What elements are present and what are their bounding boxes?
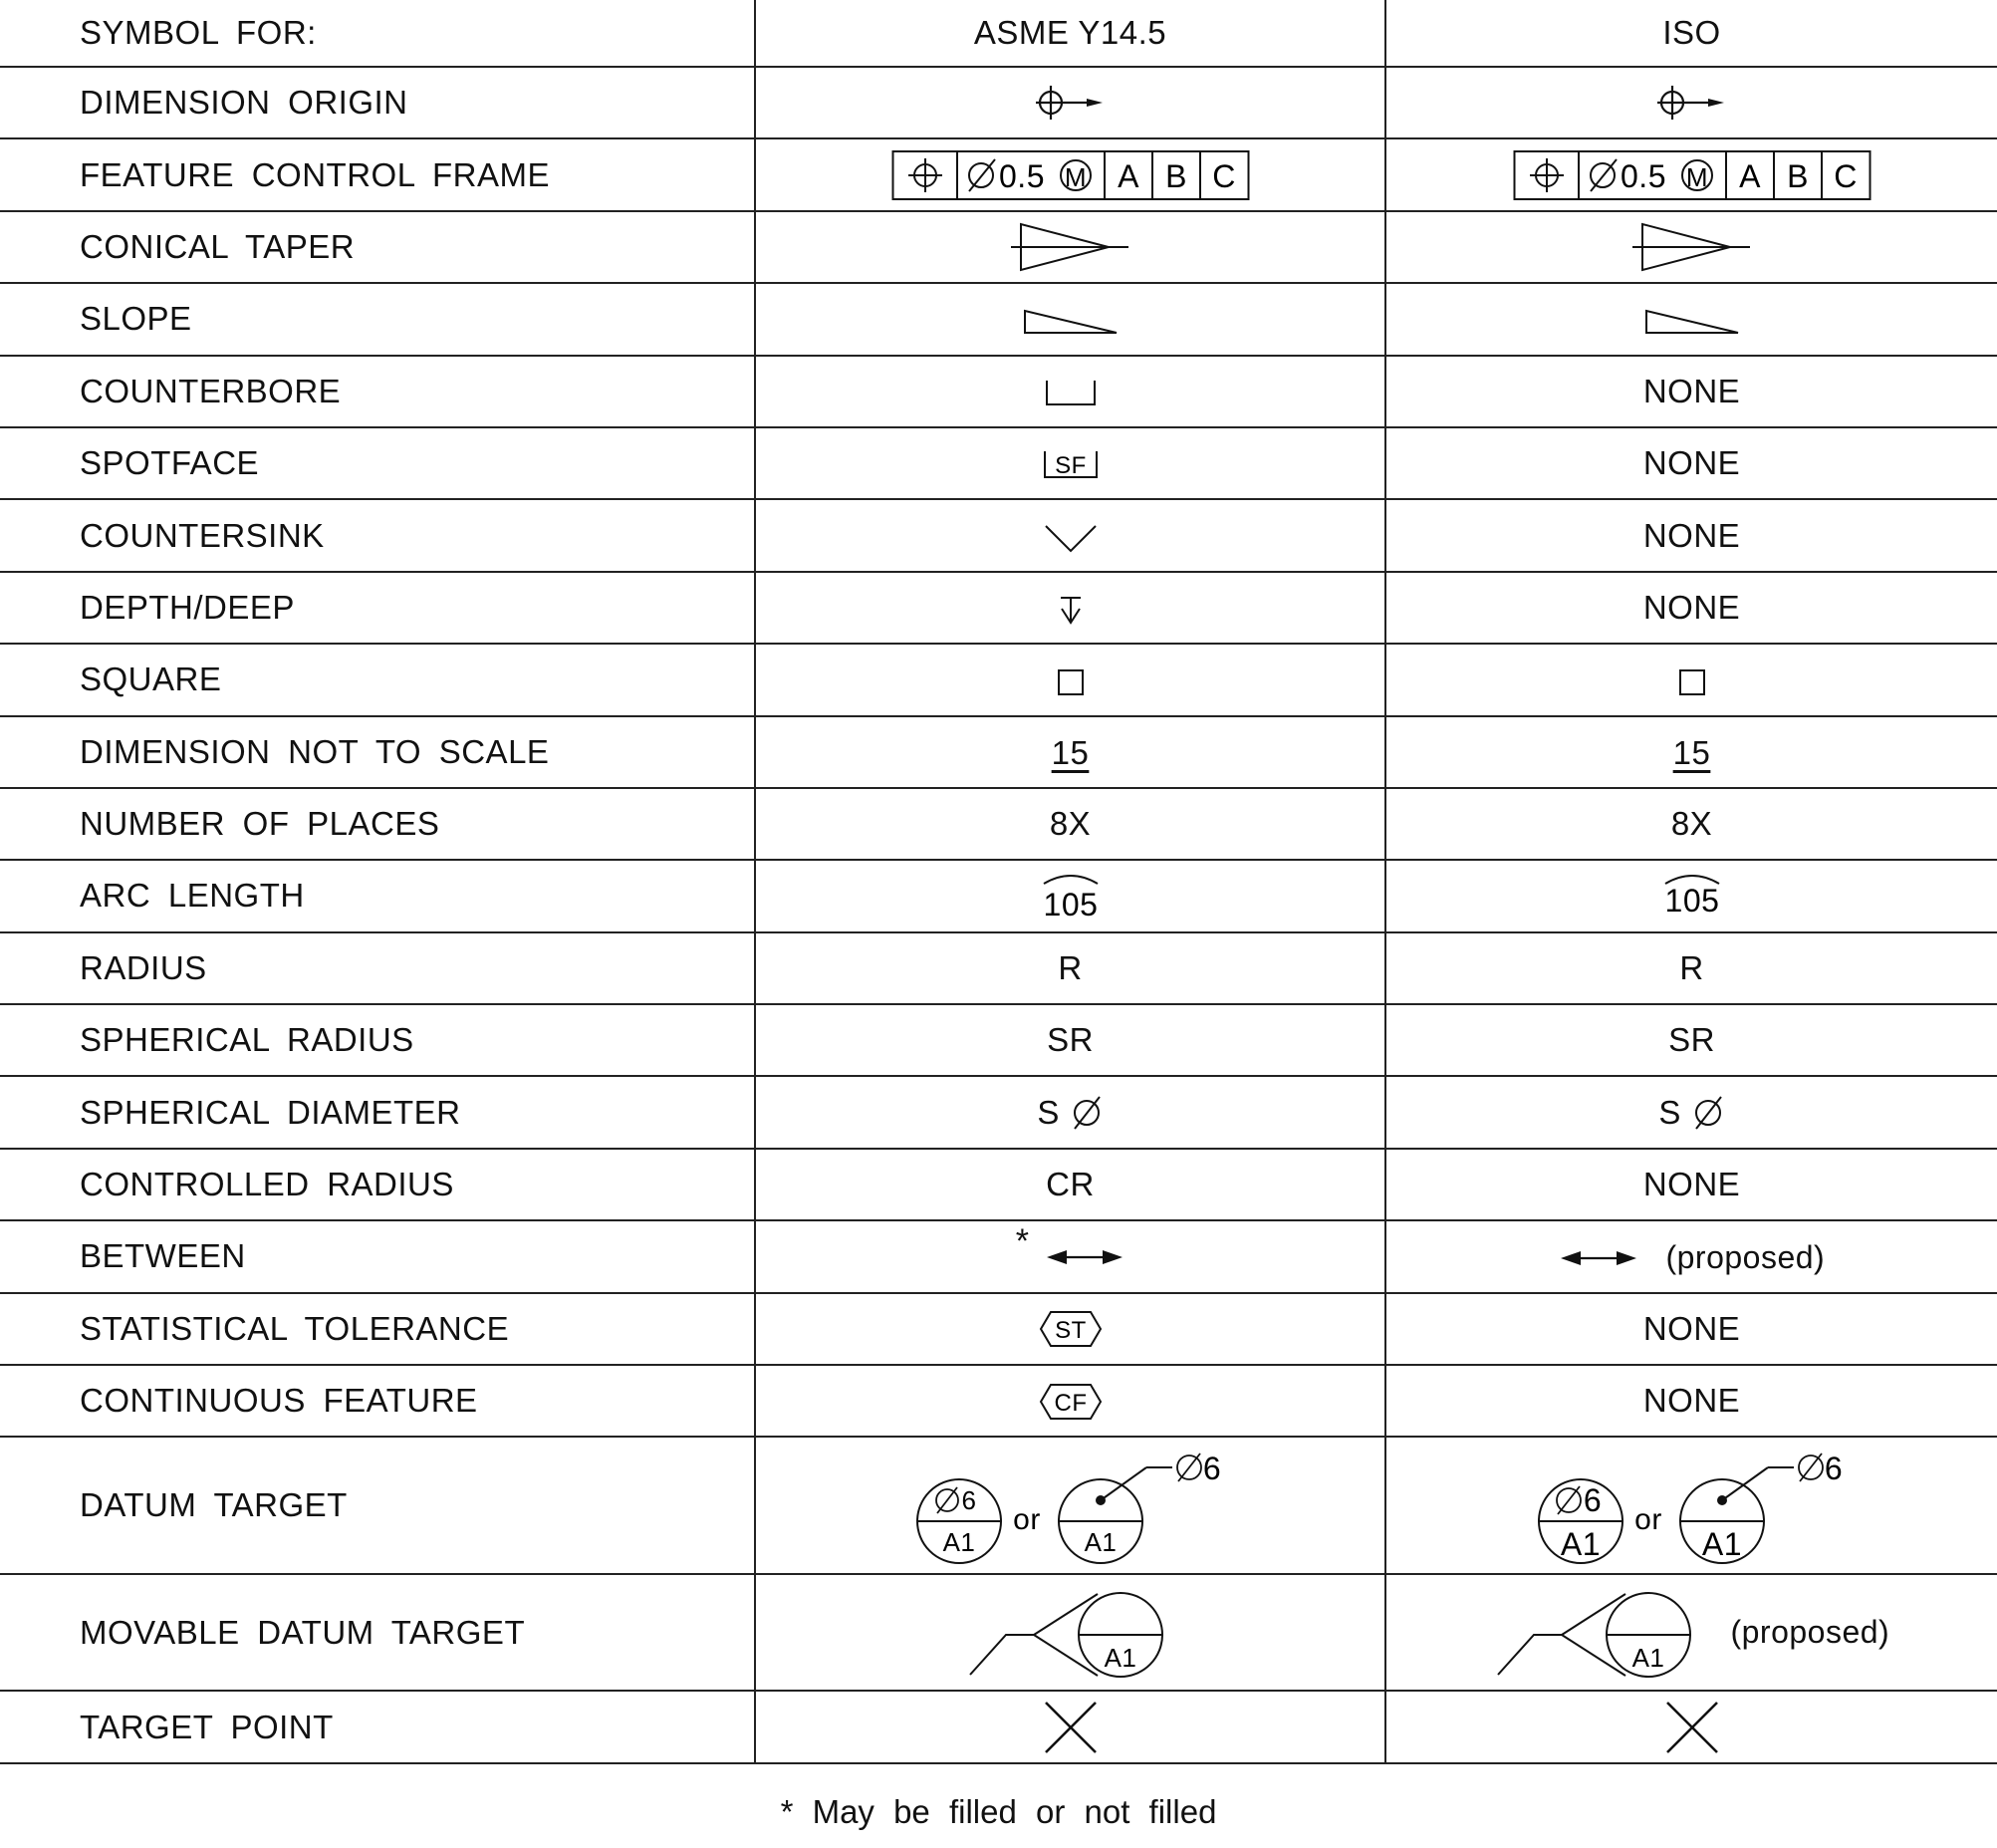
fcf-modifier: M <box>1685 161 1708 192</box>
iso-value: SR <box>1385 1004 1997 1076</box>
statistical-tolerance-text: ST <box>1054 1317 1087 1345</box>
table-row <box>0 499 1997 571</box>
row-label: DIMENSION NOT TO SCALE <box>0 716 755 788</box>
row-label: SPOTFACE <box>0 427 755 499</box>
iso-value: NONE <box>1385 427 1997 499</box>
fcf-datum-c: C <box>1833 157 1858 194</box>
iso-value: R <box>1385 932 1997 1004</box>
target-size-value: 6 <box>961 1484 976 1515</box>
not-to-scale-value: 15 <box>1051 733 1090 771</box>
continuous-feature-icon <box>1038 1382 1104 1422</box>
target-id-value: A1 <box>1084 1526 1117 1557</box>
square-icon <box>1676 666 1708 698</box>
row-label: RADIUS <box>0 932 755 1004</box>
row-label: CONTROLLED RADIUS <box>0 1149 755 1220</box>
header-asme: ASME Y14.5 <box>755 0 1385 67</box>
row-label: DATUM TARGET <box>0 1437 755 1574</box>
iso-value: NONE <box>1385 1293 1997 1365</box>
row-label: NUMBER OF PLACES <box>0 788 755 860</box>
row-label: ARC LENGTH <box>0 860 755 931</box>
table-row <box>0 1691 1997 1762</box>
movable-datum-target-icon <box>966 1583 1175 1683</box>
arc-length-value: 105 <box>1664 883 1719 920</box>
asme-value: 8X <box>755 788 1385 860</box>
between-arrow-icon <box>1559 1243 1638 1273</box>
conical-taper-icon <box>1009 220 1132 274</box>
iso-value: NONE <box>1385 356 1997 427</box>
row-label: DIMENSION ORIGIN <box>0 67 755 138</box>
or-text: or <box>1012 1502 1041 1536</box>
dimension-origin-icon <box>1031 78 1111 128</box>
row-label: SPHERICAL DIAMETER <box>0 1076 755 1148</box>
square-icon <box>1055 666 1087 698</box>
table-row <box>0 1076 1997 1148</box>
spherical-prefix: S <box>1658 1094 1681 1132</box>
fcf-datum-b: B <box>1786 157 1809 194</box>
spotface-text: SF <box>1054 451 1087 479</box>
proposed-note: (proposed) <box>1730 1614 1890 1651</box>
fcf-datum-c: C <box>1211 157 1236 194</box>
x-target-icon <box>1662 1698 1722 1757</box>
table-row <box>0 1365 1997 1437</box>
row-label: DEPTH/DEEP <box>0 572 755 644</box>
table-row <box>0 1004 1997 1076</box>
target-size-value: 6 <box>1583 1481 1602 1518</box>
fcf-tolerance-value: 0.5 <box>998 157 1045 194</box>
datum-target-leader-icon <box>1059 1453 1201 1563</box>
row-label: FEATURE CONTROL FRAME <box>0 138 755 210</box>
iso-value: NONE <box>1385 1365 1997 1437</box>
diameter-icon <box>1591 159 1617 191</box>
fcf-datum-b: B <box>1164 157 1187 194</box>
table-row <box>0 716 1997 788</box>
row-label: BETWEEN <box>0 1220 755 1292</box>
row-label: SLOPE <box>0 283 755 355</box>
fcf-datum-a: A <box>1738 157 1761 194</box>
fcf-datum-a: A <box>1117 157 1139 194</box>
not-to-scale-value: 15 <box>1672 733 1711 771</box>
target-id-value: A1 <box>1104 1642 1136 1673</box>
spherical-prefix: S <box>1037 1094 1060 1132</box>
slope-icon <box>1021 305 1121 339</box>
row-label: CONICAL TAPER <box>0 211 755 283</box>
table-row <box>0 860 1997 931</box>
between-arrow-icon <box>1045 1242 1124 1272</box>
proposed-note: (proposed) <box>1665 1239 1826 1276</box>
movable-datum-target-icon <box>1494 1583 1703 1683</box>
table-row <box>0 788 1997 860</box>
table-row <box>0 67 1997 138</box>
footnote: * May be filled or not filled <box>780 1793 1217 1830</box>
conical-taper-icon <box>1630 220 1754 274</box>
table-row <box>0 1220 1997 1292</box>
table-row <box>0 1574 1997 1692</box>
arc-icon <box>1044 876 1098 884</box>
table-row <box>0 644 1997 715</box>
target-id-value: A1 <box>1560 1525 1601 1562</box>
spotface-icon <box>1041 447 1101 483</box>
iso-value: NONE <box>1385 499 1997 571</box>
row-label: COUNTERBORE <box>0 356 755 427</box>
target-size-value: 6 <box>1202 1450 1221 1486</box>
table-row <box>0 356 1997 427</box>
table-row <box>0 1293 1997 1365</box>
header-iso: ISO <box>1385 0 1997 67</box>
row-label: SQUARE <box>0 644 755 715</box>
counterbore-icon <box>1043 377 1099 410</box>
table-row <box>0 427 1997 499</box>
iso-value: NONE <box>1385 572 1997 644</box>
position-icon <box>1530 158 1564 192</box>
diameter-icon <box>969 159 995 191</box>
continuous-feature-text: CF <box>1054 1389 1087 1417</box>
table-row <box>0 211 1997 283</box>
diameter-icon <box>1070 1093 1104 1133</box>
feature-control-frame <box>1513 149 1872 201</box>
table-header-row <box>0 0 1997 67</box>
table-row <box>0 283 1997 355</box>
header-symbol-for: SYMBOL FOR: <box>0 0 755 67</box>
arc-length-value: 105 <box>1043 887 1098 924</box>
target-id-value: A1 <box>1631 1642 1665 1673</box>
x-target-icon <box>1041 1698 1101 1757</box>
footnote-asterisk: * <box>1015 1221 1030 1260</box>
row-label: SPHERICAL RADIUS <box>0 1004 755 1076</box>
target-id-value: A1 <box>1701 1525 1742 1562</box>
row-label: TARGET POINT <box>0 1691 755 1762</box>
countersink-icon <box>1043 521 1099 555</box>
depth-icon <box>1056 593 1086 627</box>
diameter-icon <box>1691 1093 1725 1133</box>
fcf-tolerance-value: 0.5 <box>1620 157 1666 194</box>
table-row <box>0 572 1997 644</box>
asme-value: CR <box>755 1149 1385 1220</box>
asme-value: R <box>755 932 1385 1004</box>
datum-target-symbol <box>1533 1444 1852 1568</box>
datum-target-symbol <box>911 1444 1230 1568</box>
row-label: COUNTERSINK <box>0 499 755 571</box>
row-label: STATISTICAL TOLERANCE <box>0 1293 755 1365</box>
arc-length-symbol <box>1657 868 1727 924</box>
target-id-value: A1 <box>942 1526 975 1557</box>
feature-control-frame <box>891 149 1250 201</box>
or-text: or <box>1633 1502 1662 1536</box>
slope-icon <box>1642 305 1742 339</box>
table-row <box>0 1437 1997 1574</box>
table-row <box>0 138 1997 210</box>
row-label: CONTINUOUS FEATURE <box>0 1365 755 1437</box>
row-label: MOVABLE DATUM TARGET <box>0 1574 755 1692</box>
position-icon <box>908 158 942 192</box>
target-size-value: 6 <box>1824 1450 1843 1486</box>
iso-value: 8X <box>1385 788 1997 860</box>
table-row <box>0 932 1997 1004</box>
iso-value: NONE <box>1385 1149 1997 1220</box>
arc-length-symbol <box>1036 868 1106 924</box>
statistical-tolerance-icon <box>1038 1309 1104 1349</box>
table-row <box>0 1149 1997 1220</box>
fcf-modifier: M <box>1064 161 1087 192</box>
asme-value: SR <box>755 1004 1385 1076</box>
dimension-origin-icon <box>1652 78 1732 128</box>
